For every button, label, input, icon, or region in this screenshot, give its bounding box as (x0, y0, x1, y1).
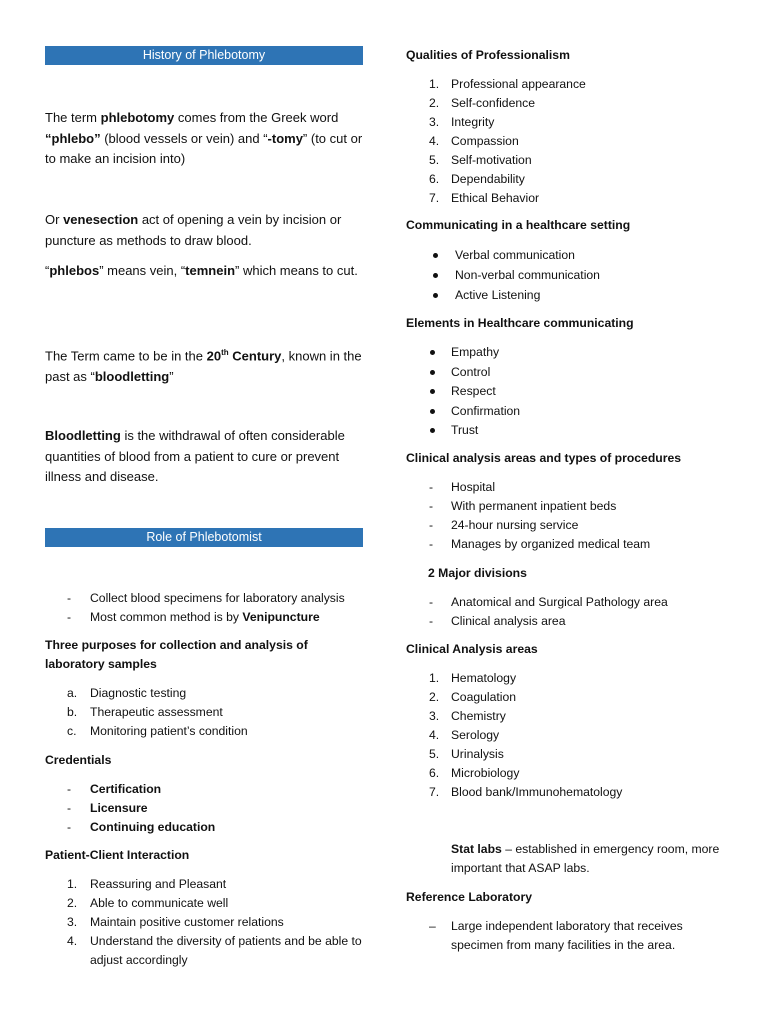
qualities-list (406, 75, 736, 208)
paragraph-20th-century: The Term came to be in the 20th Century, known in the past as “bloodletting” (45, 348, 362, 384)
communicating-heading: Communicating in a healthcare setting (406, 218, 631, 232)
list-item: 3. Maintain positive customer relations (67, 915, 284, 929)
purposes-list (45, 684, 363, 741)
interaction-list (45, 875, 363, 970)
bullet-dot (433, 293, 438, 298)
list-item: 1. Hematology (429, 671, 517, 685)
list-item: - Manages by organized medical team (429, 537, 651, 551)
list-item: c. Monitoring patient’s condition (67, 724, 248, 738)
list-item: 7. Ethical Behavior (429, 191, 540, 205)
credentials-heading: Credentials (45, 753, 112, 767)
list-item: 5. Self-motivation (429, 153, 532, 167)
reference-heading: Reference Laboratory (406, 890, 532, 904)
history-banner: History of Phlebotomy (45, 46, 363, 65)
list-item: - With permanent inpatient beds (429, 499, 617, 513)
list-item: 2. Coagulation (429, 690, 517, 704)
paragraph-bloodletting: Bloodletting is the withdrawal of often considerable quantities of blood from a patient to cure or prevent illness and disease. (45, 428, 345, 484)
bullet-dot (430, 370, 435, 375)
list-item: 4. Serology (429, 728, 500, 742)
list-item: 3. Integrity (429, 115, 495, 129)
list-item: Verbal communication (406, 245, 736, 265)
paragraph-venesection: Or venesection act of opening a vein by incision or puncture as methods to draw blood. (45, 212, 342, 248)
list-item: - 24-hour nursing service (429, 518, 579, 532)
role-banner: Role of Phlebotomist (45, 528, 363, 547)
list-item: - Continuing education (67, 820, 216, 834)
bullet-dot (433, 253, 438, 258)
paragraph-phlebotomy-etymology: The term phlebotomy comes from the Greek word “phlebo” (blood vessels or vein) and “-tomy” (to cut or to make an incision into) (45, 110, 363, 166)
list-item: 1. Professional appearance (429, 77, 586, 91)
list-item: Trust (406, 421, 736, 441)
list-item: - Licensure (67, 801, 148, 815)
list-item: 6. Dependability (429, 172, 525, 186)
role-list (45, 589, 363, 627)
elements-heading: Elements in Healthcare communicating (406, 316, 634, 330)
list-item: 7. Blood bank/Immunohematology (429, 785, 623, 799)
list-item: 6. Microbiology (429, 766, 520, 780)
bullet-dot (433, 273, 438, 278)
interaction-heading: Patient-Client Interaction (45, 848, 190, 862)
areas-list (406, 669, 736, 802)
list-item: Non-verbal communication (406, 265, 736, 285)
list-item: 2. Self-confidence (429, 96, 536, 110)
list-item: Active Listening (406, 285, 736, 305)
areas-heading: Clinical Analysis areas (406, 642, 538, 656)
clinical-heading: Clinical analysis areas and types of procedures (406, 451, 682, 465)
list-item: - Anatomical and Surgical Pathology area (429, 595, 668, 609)
list-item: - Certification (67, 782, 162, 796)
list-item: 4. Understand the diversity of patients and be able to adjust accordingly (67, 934, 362, 967)
elements-list (406, 343, 736, 441)
list-item: b. Therapeutic assessment (67, 705, 223, 719)
bullet-dot (430, 350, 435, 355)
list-item: - Collect blood specimens for laboratory analysis (67, 591, 345, 605)
list-item: 2. Able to communicate well (67, 896, 229, 910)
list-item: 3. Chemistry (429, 709, 506, 723)
list-item: Respect (406, 382, 736, 402)
list-item: Control (406, 363, 736, 383)
list-item: a. Diagnostic testing (67, 686, 187, 700)
list-item: – Large independent laboratory that receives specimen from many facilities in the area. (429, 919, 683, 952)
list-item: 1. Reassuring and Pleasant (67, 877, 227, 891)
list-item: - Hospital (429, 480, 496, 494)
communicating-list (406, 245, 736, 305)
qualities-heading: Qualities of Professionalism (406, 48, 570, 62)
bullet-dot (430, 389, 435, 394)
list-item: 4. Compassion (429, 134, 519, 148)
bullet-dot (430, 409, 435, 414)
list-item: Confirmation (406, 402, 736, 422)
stat-labs-note: Stat labs – established in emergency room, more important that ASAP labs. (451, 842, 720, 875)
list-item: Empathy (406, 343, 736, 363)
divisions-heading: 2 Major divisions (428, 566, 527, 580)
list-item: 5. Urinalysis (429, 747, 504, 761)
list-item: - Clinical analysis area (429, 614, 566, 628)
paragraph-phlebos: “phlebos” means vein, “temnein” which means to cut. (45, 263, 358, 278)
reference-list (406, 917, 736, 955)
credentials-list (45, 780, 363, 837)
divisions-list (406, 593, 736, 631)
clinical-list (406, 478, 736, 554)
list-item: - Most common method is by Venipuncture (67, 610, 320, 624)
purposes-heading: Three purposes for collection and analysis of laboratory samples (45, 638, 308, 671)
bullet-dot (430, 428, 435, 433)
